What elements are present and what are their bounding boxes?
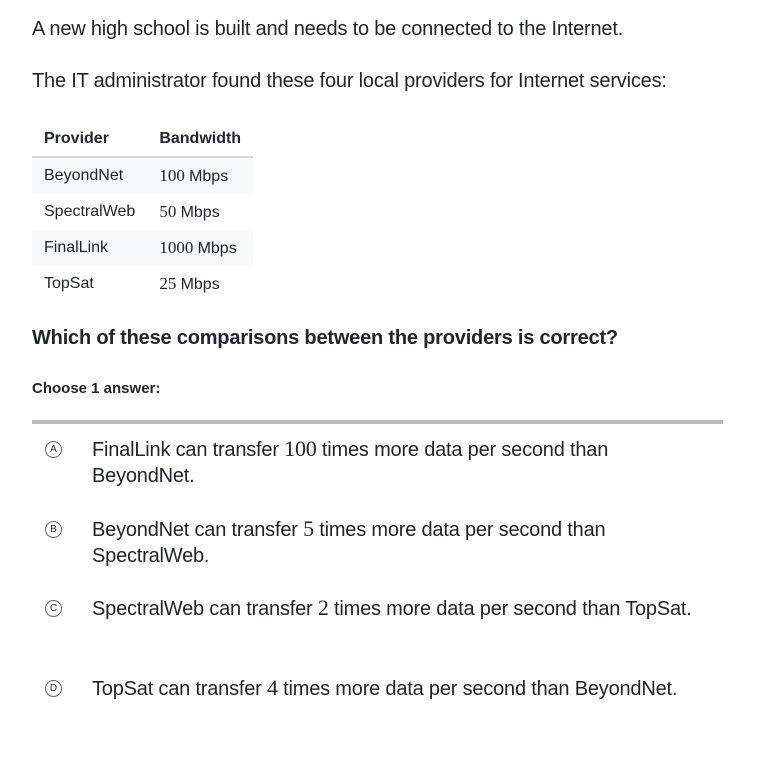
choice-a[interactable] [45, 436, 705, 489]
choice-letter-icon[interactable]: C [45, 600, 62, 617]
choose-label: Choose 1 answer: [32, 380, 161, 397]
choice-number: 5 [303, 516, 314, 541]
bandwidth-number: 50 [159, 202, 177, 221]
choice-text-pre: TopSat can transfer [92, 678, 267, 700]
choice-letter-icon[interactable]: B [45, 521, 62, 538]
table-row [32, 266, 253, 302]
choice-text[interactable] [92, 595, 692, 622]
choice-text[interactable] [92, 436, 705, 489]
choice-text[interactable] [92, 516, 705, 569]
bandwidth-value [147, 266, 253, 302]
bandwidth-number: 25 [159, 274, 177, 293]
header-provider: Provider [32, 122, 147, 157]
choice-number: 2 [317, 595, 329, 620]
bandwidth-unit: Mbps [180, 204, 220, 221]
choice-text-pre: BeyondNet can transfer [92, 519, 304, 541]
intro-text-1: A new high school is built and needs to be connected to the Internet. [32, 18, 624, 40]
bandwidth-number: 100 [159, 166, 185, 185]
table-row [32, 194, 253, 230]
provider-name: BeyondNet [32, 157, 147, 194]
question-text: Which of these comparisons between the providers is correct? [32, 327, 618, 349]
choice-letter-icon[interactable]: A [45, 441, 62, 458]
divider [32, 420, 723, 424]
choice-letter-icon[interactable]: D [45, 680, 62, 697]
choice-text-pre: SpectralWeb can transfer [92, 598, 318, 620]
table-header-row [32, 122, 253, 157]
provider-name: FinalLink [32, 230, 147, 266]
bandwidth-value [147, 230, 253, 266]
bandwidth-value [147, 157, 253, 194]
choice-text-post: times more data per second than BeyondNet. [277, 678, 678, 700]
choice-c[interactable] [45, 595, 705, 622]
bandwidth-unit: Mbps [180, 276, 220, 293]
providers-table [32, 122, 253, 302]
choice-b[interactable] [45, 516, 705, 569]
bandwidth-unit: Mbps [189, 168, 229, 185]
choice-text-pre: FinalLink can transfer [92, 439, 285, 461]
bandwidth-number: 1000 [159, 238, 194, 257]
choice-text-post: times more data per second than SpectralWeb. [92, 519, 606, 567]
provider-name: SpectralWeb [44, 203, 136, 220]
choice-text-post: times more data per second than TopSat. [328, 598, 692, 620]
intro-text-2: The IT administrator found these four local providers for Internet services: [32, 70, 667, 92]
choice-text[interactable] [92, 675, 677, 702]
provider-name: TopSat [44, 275, 94, 292]
header-bandwidth: Bandwidth [147, 122, 253, 157]
choice-number: 100 [284, 436, 317, 461]
choice-number: 4 [267, 675, 278, 700]
table-row [32, 230, 253, 266]
bandwidth-value [147, 194, 253, 230]
table-row [32, 157, 253, 194]
choice-d[interactable] [45, 675, 705, 702]
choice-text-post: times more data per second than BeyondNet. [92, 439, 609, 487]
bandwidth-unit: Mbps [197, 240, 237, 257]
